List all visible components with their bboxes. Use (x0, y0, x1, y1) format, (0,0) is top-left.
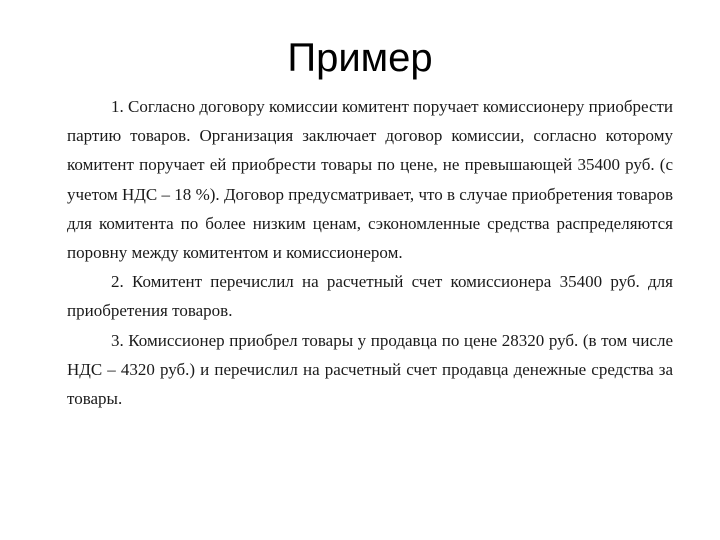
paragraph-3: 3. Комиссионер приобрел товары у продавца по цене 28320 руб. (в том числе НДС – 4320 руб.) и перечислил на расчетный счет продавца денежные средства за товары. (67, 330, 673, 409)
paragraph-2: 2. Комитент перечислил на расчетный счет комиссионера 35400 руб. для приобретения товаров. (67, 272, 673, 321)
paragraph-1: 1. Согласно договору комиссии комитент поручает комиссионеру приобрести партию товаров. Организация заключает договор комиссии, согласно которому комитент поручает ей приобрести товары по цене, не превышающей 35400 руб. (с учетом НДС – 18 %). Договор предусматривает, что в случае приобретения товаров для комитента по более низким ценам, сэкономленные средства распределяются поровну между комитентом и комиссионером. (67, 97, 674, 263)
slide-body (67, 92, 673, 413)
slide-title: Пример (287, 36, 433, 80)
